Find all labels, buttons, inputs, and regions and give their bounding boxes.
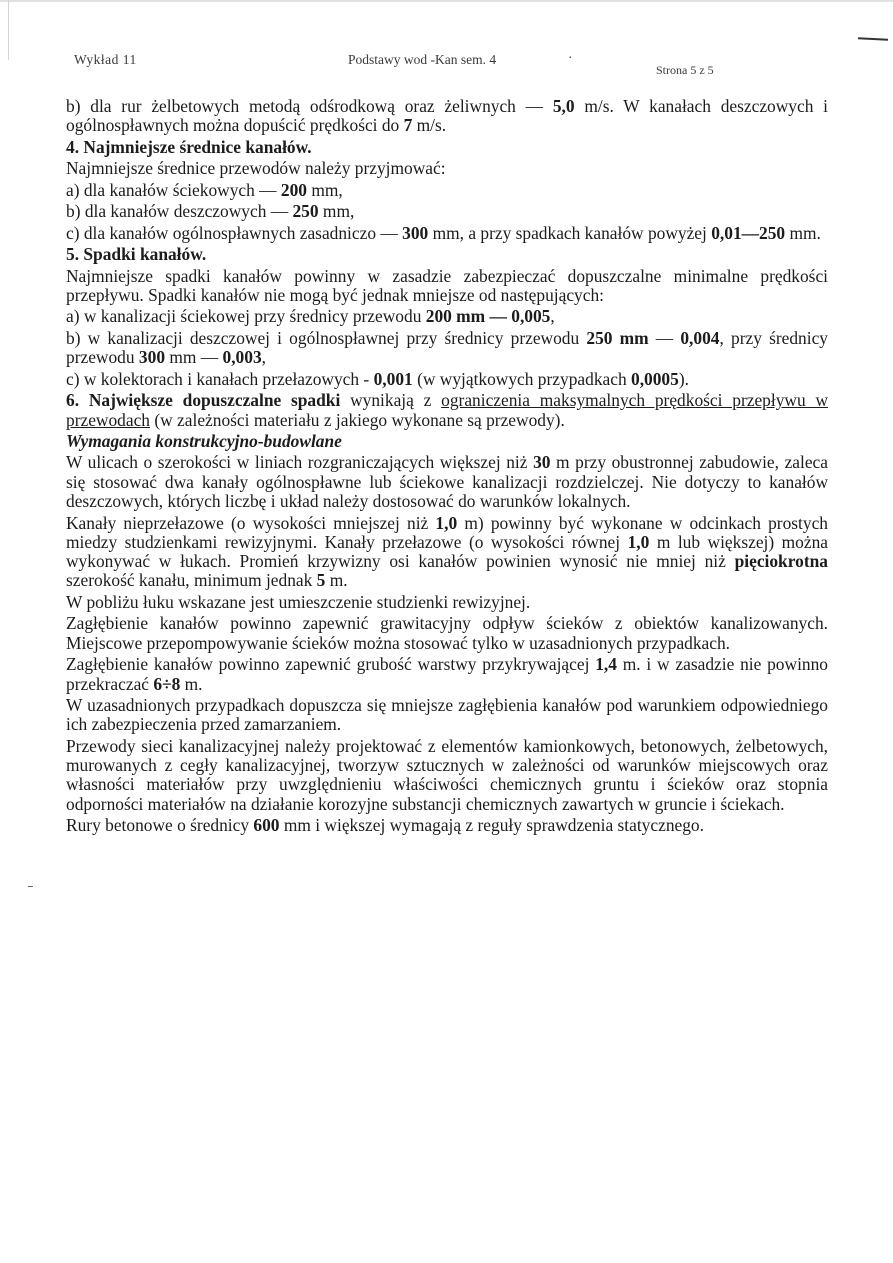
document-body xyxy=(66,97,828,838)
paragraph-pipe-velocity: b) dla rur żelbetowych metodą odśrodkową oraz żeliwnych — 5,0 m/s. W kanałach deszczowych i ogólnospławnych można dopuścić prędkości do 7 m/s. xyxy=(66,96,829,136)
scan-edge-top xyxy=(0,0,893,2)
paragraph-max-slopes: 6. Największe dopuszczalne spadki wynikają z ograniczenia maksymalnych prędkości przepływu w przewodach (w zależności materiału z jakiego wykonane są przewody). xyxy=(66,390,829,430)
paragraph-min-diameters-intro: Najmniejsze średnice przewodów należy przyjmować: xyxy=(66,158,446,179)
section-heading-min-diameters: 4. Najmniejsze średnice kanałów. xyxy=(66,136,312,157)
section-heading-slopes: 5. Spadki kanałów. xyxy=(66,244,207,265)
list-item-storm-slope: b) w kanalizacji deszczowej i ogólnospławnej przy średnicy przewodu 250 mm — 0,004, przy średnicy przewodu 300 mm — 0,003, xyxy=(66,327,828,368)
paragraph-street-width: W ulicach o szerokości w liniach rozgraniczających większej niż 30 m przy obustronnej zabudowie, zaleca się stosować dwa kanały ogólnospławne lub ściekowe kanalizacji rozdzielczej. Nie dotyczy to kanałów deszczowych, których liczbę i układ należy dostosować do warunków lokalnych. xyxy=(66,452,828,512)
header-course: Podstawy wod -Kan sem. 4 xyxy=(348,52,497,67)
paragraph-slopes-intro: Najmniejsze spadki kanałów powinny w zasadzie zabezpieczać dopuszczalne minimalne prędkości przepływu. Spadki kanałów nie mogą być jednak mniejsze od następujących: xyxy=(66,265,828,305)
scan-speck xyxy=(28,886,33,887)
scan-edge-left xyxy=(8,0,9,60)
list-item-sewage-slope: a) w kanalizacji ściekowej przy średnicy przewodu 200 mm — 0,005, xyxy=(66,306,555,327)
paragraph-cover-depth: Zagłębienie kanałów powinno zapewnić grubość warstwy przykrywającej 1,4 m. i w zasadzie nie powinno przekraczać 6÷8 m. xyxy=(66,654,828,694)
list-item-sewage-diameter: a) dla kanałów ściekowych — 200 mm, xyxy=(66,179,343,200)
paragraph-frost-protection: W uzasadnionych przypadkach dopuszcza się mniejsze zagłębienia kanałów pod warunkiem odpowiedniego ich zabezpieczenia przed zamarzaniem. xyxy=(66,694,828,735)
list-item-combined-diameter: c) dla kanałów ogólnospławnych zasadniczo — 300 mm, a przy spadkach kanałów powyżej 0,01—250 mm. xyxy=(66,222,821,243)
header-lecture: Wykład 11 xyxy=(74,52,137,67)
paragraph-channel-routing: Kanały nieprzełazowe (o wysokości mniejszej niż 1,0 m) powinny być wykonane w odcinkach prostych miedzy studzienkami rewizyjnymi. Kanały przełazowe (o wysokości równej 1,0 m lub większej) można wykonywać w łukach. Promień krzywizny osi kanałów powinien wynosić nie mniej niż pięciokrotna szerokość kanału, minimum jednak 5 m. xyxy=(66,512,828,591)
header-page-number: Strona 5 z 5 xyxy=(656,63,714,77)
paragraph-materials: Przewody sieci kanalizacyjnej należy projektować z elementów kamionkowych, betonowych, żelbetowych, murowanych z cegły kanalizacyjnej, tworzyw sztucznych w zależności od warunków miejscowych oraz własności materiałów przy uwzględnieniu właściwości chemicznych gruntu i ścieków oraz stopnia odporności materiałów na działanie korozyjne substancji chemicznych zawartych w gruncie i ściekach. xyxy=(66,735,828,814)
header-dot: · xyxy=(568,50,573,65)
scan-pen-mark xyxy=(858,37,888,41)
list-item-collector-slope: c) w kolektorach i kanałach przełazowych - 0,001 (w wyjątkowych przypadkach 0,0005). xyxy=(66,368,689,389)
list-item-storm-diameter: b) dla kanałów deszczowych — 250 mm, xyxy=(66,201,355,222)
paragraph-gravity-outflow: Zagłębienie kanałów powinno zapewnić grawitacyjny odpływ ścieków z obiektów kanalizowanych. Miejscowe przepompowywanie ścieków można stosować tylko w uzasadnionych przypadkach. xyxy=(66,613,828,653)
section-heading-construction-requirements: Wymagania konstrukcyjno-budowlane xyxy=(66,431,342,451)
paragraph-inspection-manhole: W pobliżu łuku wskazane jest umieszczenie studzienki rewizyjnej. xyxy=(66,591,531,612)
paragraph-concrete-pipes: Rury betonowe o średnicy 600 mm i większej wymagają z reguły sprawdzenia statycznego. xyxy=(66,815,704,836)
